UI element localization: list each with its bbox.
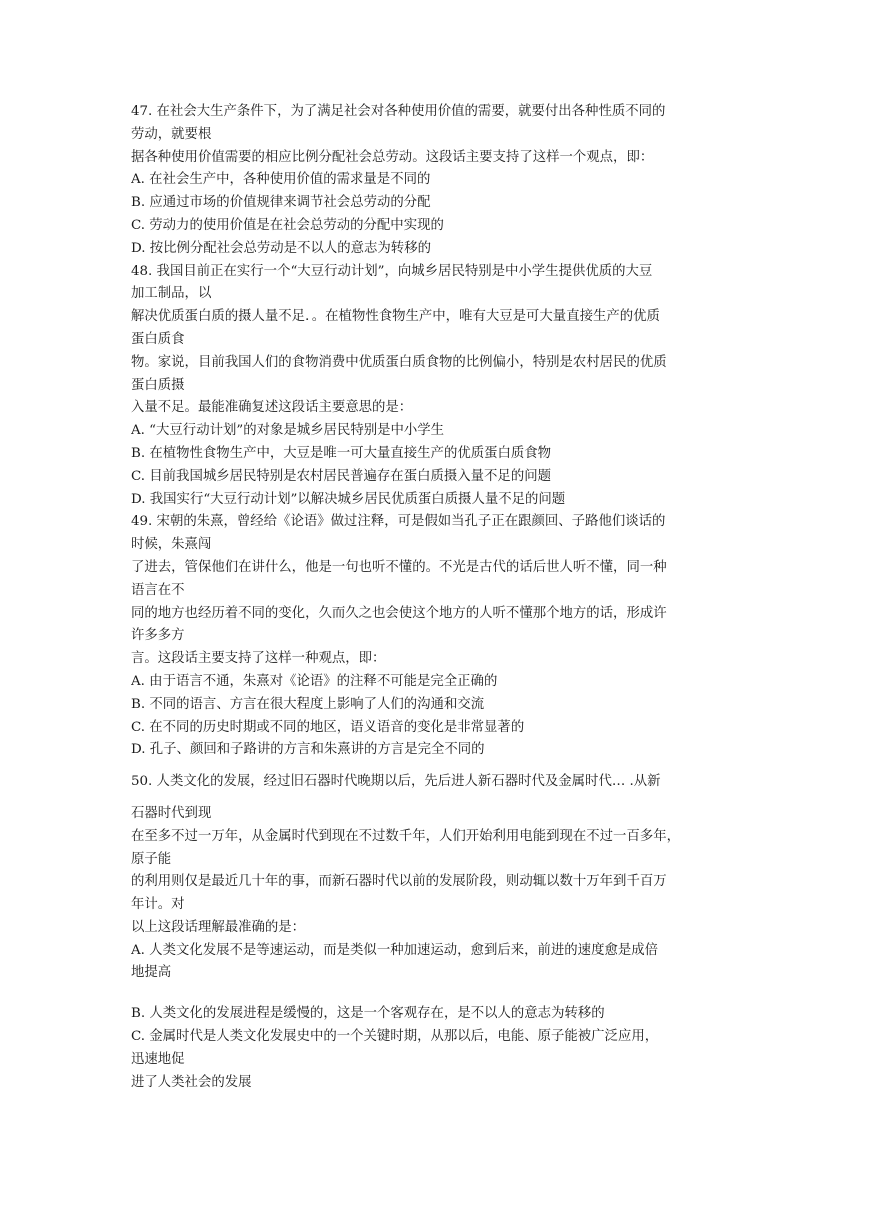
option-b: B. 应通过市场的价值规律来调节社会总劳动的分配 [131, 195, 431, 211]
question-stem-line: 年计。对 [131, 897, 185, 913]
question-stem-line: 48. 我国目前正在实行一个“大豆行动计划”，向城乡居民特别是中小学生提供优质的大豆 [131, 263, 653, 279]
option-d: D. 按比例分配社会总劳动是不以人的意志为转移的 [131, 240, 431, 256]
option-a: A. “大豆行动计划”的对象是城乡居民特别是中小学生 [131, 423, 445, 439]
document-page [131, 101, 747, 1094]
question-stem-line: 劳动，就要根 [131, 126, 212, 142]
question-stem-line: 蛋白质食 [131, 331, 185, 347]
question-stem-line: 语言在不 [131, 582, 185, 598]
spacer [131, 794, 747, 803]
option-c: C. 金属时代是人类文化发展史中的一个关键时期，从那以后，电能、原子能被广泛应用， [131, 1029, 659, 1045]
spacer [131, 985, 747, 1003]
question-48 [131, 261, 747, 512]
question-stem-line: 许多多方 [131, 628, 185, 644]
question-49 [131, 511, 747, 762]
question-stem-line: 入量不足。最能准确复述这段话主要意思的是： [131, 400, 413, 416]
question-47 [131, 101, 747, 261]
option-b: B. 不同的语言、方言在很大程度上影响了人们的沟通和交流 [131, 696, 485, 712]
option-b: B. 人类文化的发展进程是缓慢的，这是一个客观存在，是不以人的意志为转移的 [131, 1006, 605, 1022]
option-a-continuation: 地提高 [131, 965, 172, 981]
option-b: B. 在植物性食物生产中，大豆是唯一可大量直接生产的优质蛋白质食物 [131, 445, 552, 461]
option-c-continuation: 进了人类社会的发展 [131, 1074, 252, 1090]
option-c: C. 目前我国城乡居民特别是农村居民普遍存在蛋白质摄入量不足的问题 [131, 468, 551, 484]
option-d: D. 我国实行“大豆行动计划”以解决城乡居民优质蛋白质摄人量不足的问题 [131, 491, 566, 507]
question-50 [131, 762, 747, 1094]
question-stem-line: 原子能 [131, 851, 172, 867]
question-stem-line: 物。家说，目前我国人们的食物消费中优质蛋白质食物的比例偏小，特别是农村居民的优质 [131, 354, 667, 370]
question-stem-line: 49. 宋朝的朱熹，曾经给《论语》做过注释，可是假如当孔子正在跟颜回、子路他们谈话的 [131, 514, 666, 530]
spacer [131, 762, 747, 771]
question-stem-line: 解决优质蛋白质的摄人量不足．。在植物性食物生产中，唯有大豆是可大量直接生产的优质 [131, 309, 660, 325]
question-stem-line: 的利用则仅是最近几十年的事，而新石器时代以前的发展阶段，则动辄以数十万年到千百万 [131, 874, 667, 890]
question-stem-line: 时候，朱熹闯 [131, 537, 212, 553]
question-stem-line: 加工制品，以 [131, 286, 212, 302]
question-stem-line: 了进去，管保他们在讲什么，他是一句也听不懂的。不光是古代的话后世人听不懂，同一种 [131, 559, 667, 575]
question-stem-line: 据各种使用价值需要的相应比例分配社会总劳动。这段话主要支持了这样一个观点，即： [131, 149, 654, 165]
option-d: D. 孔子、颜回和子路讲的方言和朱熹讲的方言是完全不同的 [131, 742, 485, 758]
question-stem-line: 言。这段话主要支持了这样一种观点，即： [131, 651, 386, 667]
question-stem-line: 蛋白质摄 [131, 377, 185, 393]
question-stem-line: 47. 在社会大生产条件下，为了满足社会对各种使用价值的需要，就要付出各种性质不同的 [131, 104, 666, 119]
question-stem-line: 以上这段话理解最准确的是： [131, 919, 306, 935]
question-stem-line: 石器时代到现 [131, 805, 212, 821]
question-stem-line: 同的地方也经历着不同的变化，久而久之也会使这个地方的人听不懂那个地方的话，形成许 [131, 605, 667, 621]
option-c: C. 在不同的历史时期或不同的地区，语义语音的变化是非常显著的 [131, 719, 525, 735]
option-c: C. 劳动力的使用价值是在社会总劳动的分配中实现的 [131, 217, 444, 233]
option-a: A. 在社会生产中，各种使用价值的需求量是不同的 [131, 172, 431, 188]
option-a: A. 人类文化发展不是等速运动，而是类似一种加速运动，愈到后来，前进的速度愈是成倍 [131, 942, 659, 958]
option-a: A. 由于语言不通，朱熹对《论语》的注释不可能是完全正确的 [131, 673, 498, 689]
question-stem-line: 在至多不过一万年，从金属时代到现在不过数千年，人们开始利用电能到现在不过一百多年， [131, 828, 681, 844]
question-stem-line: 50. 人类文化的发展，经过旧石器时代晚期以后，先后进人新石器时代及金属时代… .从新 [131, 774, 661, 790]
option-c-continuation: 迅速地促 [131, 1051, 185, 1067]
